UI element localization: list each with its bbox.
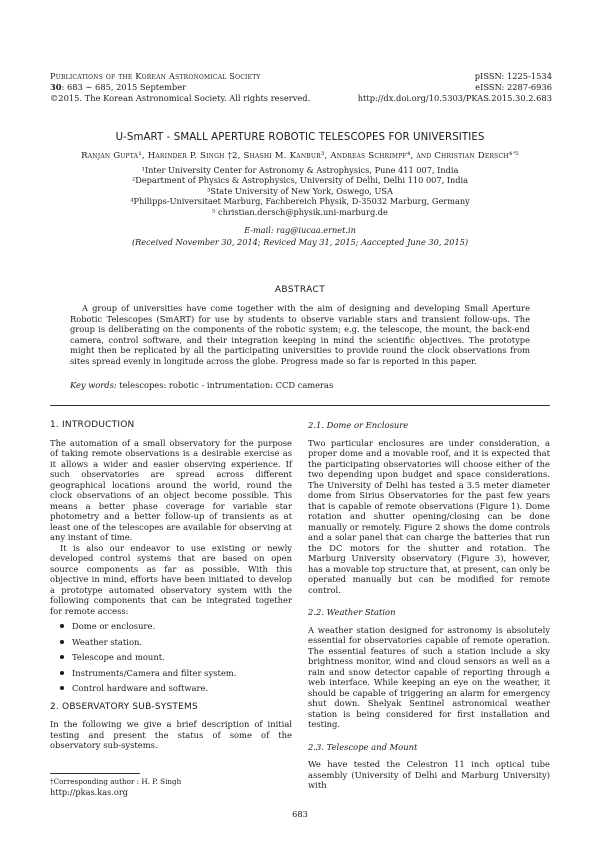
keywords-text: telescopes: robotic - intrumentation: CCD cameras <box>119 380 334 390</box>
paper-title: U-SmART - SMALL APERTURE ROBOTIC TELESCOPES FOR UNIVERSITIES <box>115 132 485 143</box>
right-column <box>308 420 550 791</box>
affiliation-2: ²Department of Physics & Astrophysics, University of Delhi, Delhi 110 007, India <box>131 175 469 186</box>
journal-header <box>50 71 310 104</box>
bullet-icon <box>60 686 64 690</box>
affiliation-4: ⁴Philipps-Universitaet Marburg, Fachbereich Physik, D-35032 Marburg, Germany <box>130 196 470 207</box>
bullet-icon <box>60 624 64 628</box>
dome-paragraph: Two particular enclosures are under consideration, a proper dome and a movable roof, and it is expected that the participating observatories will choose either of the two depending upon budget and space considerations. The University of Delhi has tested a 3.5 meter diameter dome from Sirius Observatories for the past few years that is capable of remote observations (Figure 1). Dome rotation and shutter opening/closing can be done manually or remotely. Figure 2 shows the dome controls and a solar panel that can charge the batteries that run the DC motors for the shutter and rotation. The Marburg University observatory (Figure 3), however, has a movable top structure that, at present, can only be operated manually but can be modified for remote control. <box>308 437 550 595</box>
weather-heading: 2.2. Weather Station <box>308 607 396 617</box>
affiliation-1: ¹Inter University Center for Astronomy & Astrophysics, Pune 411 007, India <box>141 165 459 175</box>
telescope-heading: 2.3. Telescope and Mount <box>308 741 418 752</box>
bullet-icon <box>60 671 64 675</box>
telescope-paragraph: We have tested the Celestron 11 inch optical tube assembly (University of Delhi and Marburg University) with <box>308 759 550 790</box>
list-item: Control hardware and software. <box>60 683 292 694</box>
subsystems-heading: 2. OBSERVATORY SUB-SYSTEMS <box>50 701 198 712</box>
keywords-label: Key words: <box>70 380 117 390</box>
corresponding-author-note: †Corresponding author : H. P. Singh <box>50 777 182 786</box>
abstract-heading: ABSTRACT <box>274 285 326 295</box>
volume-line <box>50 82 310 93</box>
list-item: Telescope and mount. <box>60 652 292 663</box>
subsystems-paragraph: In the following we give a brief description of initial testing and present the status of some of the observatory sub-systems. <box>50 719 292 750</box>
doi-link[interactable]: http://dx.doi.org/10.5303/PKAS.2015.30.2.683 <box>357 93 552 103</box>
keywords-line <box>70 380 530 390</box>
copyright: ©2015. The Korean Astronomical Society. All rights reserved. <box>50 93 311 103</box>
journal-url[interactable]: http://pkas.kas.org <box>50 787 128 797</box>
footnote-divider <box>50 773 140 774</box>
abstract-text: A group of universities have come together with the aim of designing and developing Small Aperture Robotic Telescopes (SmART) for use by students to observe variable stars and transient follow-ups. The group is deliberating on the components of the robotic system; e.g. the telescope, the mount, the back-end camera, control software, and their integration keeping in mind the scientific objectives. The prototype might then be replicated by all the participating universities to provide round the clock observations from sites spread evenly in longitude across the globe. Progress made so far is reported in this paper. <box>70 303 530 366</box>
component-list <box>60 621 292 694</box>
pissn: pISSN: 1225-1534 <box>474 71 552 81</box>
left-column <box>50 420 292 751</box>
contact-email[interactable]: E-mail: rag@iucaa.ernet.in <box>244 225 356 235</box>
intro-paragraph-1: The automation of a small observatory for the purpose of taking remote observations is a desirable exercise as it allows a wider and easier observing experience. If such observatories are spread across different geographical locations around the world, round the clock observations of an object become possible. This means a better phase coverage for variable star photometry and a better follow-up of transients as at least one of the telescopes are available for observing at any instant of time. <box>50 437 292 542</box>
abstract-divider <box>50 405 550 406</box>
intro-heading: 1. INTRODUCTION <box>50 420 135 430</box>
journal-name: Publications of the Korean Astronomical Society <box>50 71 261 81</box>
eissn: eISSN: 2287-6936 <box>475 82 552 92</box>
list-item: Dome or enclosure. <box>60 621 292 632</box>
dome-heading: 2.1. Dome or Enclosure <box>308 420 409 430</box>
weather-paragraph: A weather station designed for astronomy is absolutely essential for observatories capable of remote operation. The essential features of such a station include a sky brightness monitor, wind and cloud sensors as well as a rain and snow detector capable of reporting through a web interface. While keeping an eye on the weather, it should be capable of triggering an alarm for emergency shut down. Shelyak Sentinel astronomical weather station is being considered for first installation and testing. <box>308 624 550 729</box>
bullet-icon <box>60 640 64 644</box>
affiliation-3: ³State University of New York, Oswego, USA <box>207 185 393 196</box>
volume-number: 30 <box>50 82 62 92</box>
bullet-icon <box>60 655 64 659</box>
intro-paragraph-2: It is also our endeavor to use existing or newly developed control systems that are based on open source components as far as possible. With this objective in mind, efforts have been initiated to develop a prototype automated observatory system with the following components that can be integrated together for remote access: <box>50 542 292 616</box>
affiliations <box>0 165 600 217</box>
page-number: 683 <box>292 809 308 819</box>
list-item: Instruments/Camera and filter system. <box>60 668 292 679</box>
list-item: Weather station. <box>60 637 292 648</box>
page-range: : 683 ∼ 685, 2015 September <box>61 82 187 92</box>
affiliation-5: ⁵ christian.dersch@physik.uni-marburg.de <box>212 206 388 217</box>
received-dates: (Received November 30, 2014; Reviced May 31, 2015; Aaccepted June 30, 2015) <box>131 237 469 247</box>
author-list: Ranjan Gupta¹, Harinder P. Singh †2, Shashi M. Kanbur³, Andreas Schrimpf⁴, and Christian Dersch⁴ʼ⁵ <box>81 151 519 161</box>
issn-block <box>358 71 552 104</box>
